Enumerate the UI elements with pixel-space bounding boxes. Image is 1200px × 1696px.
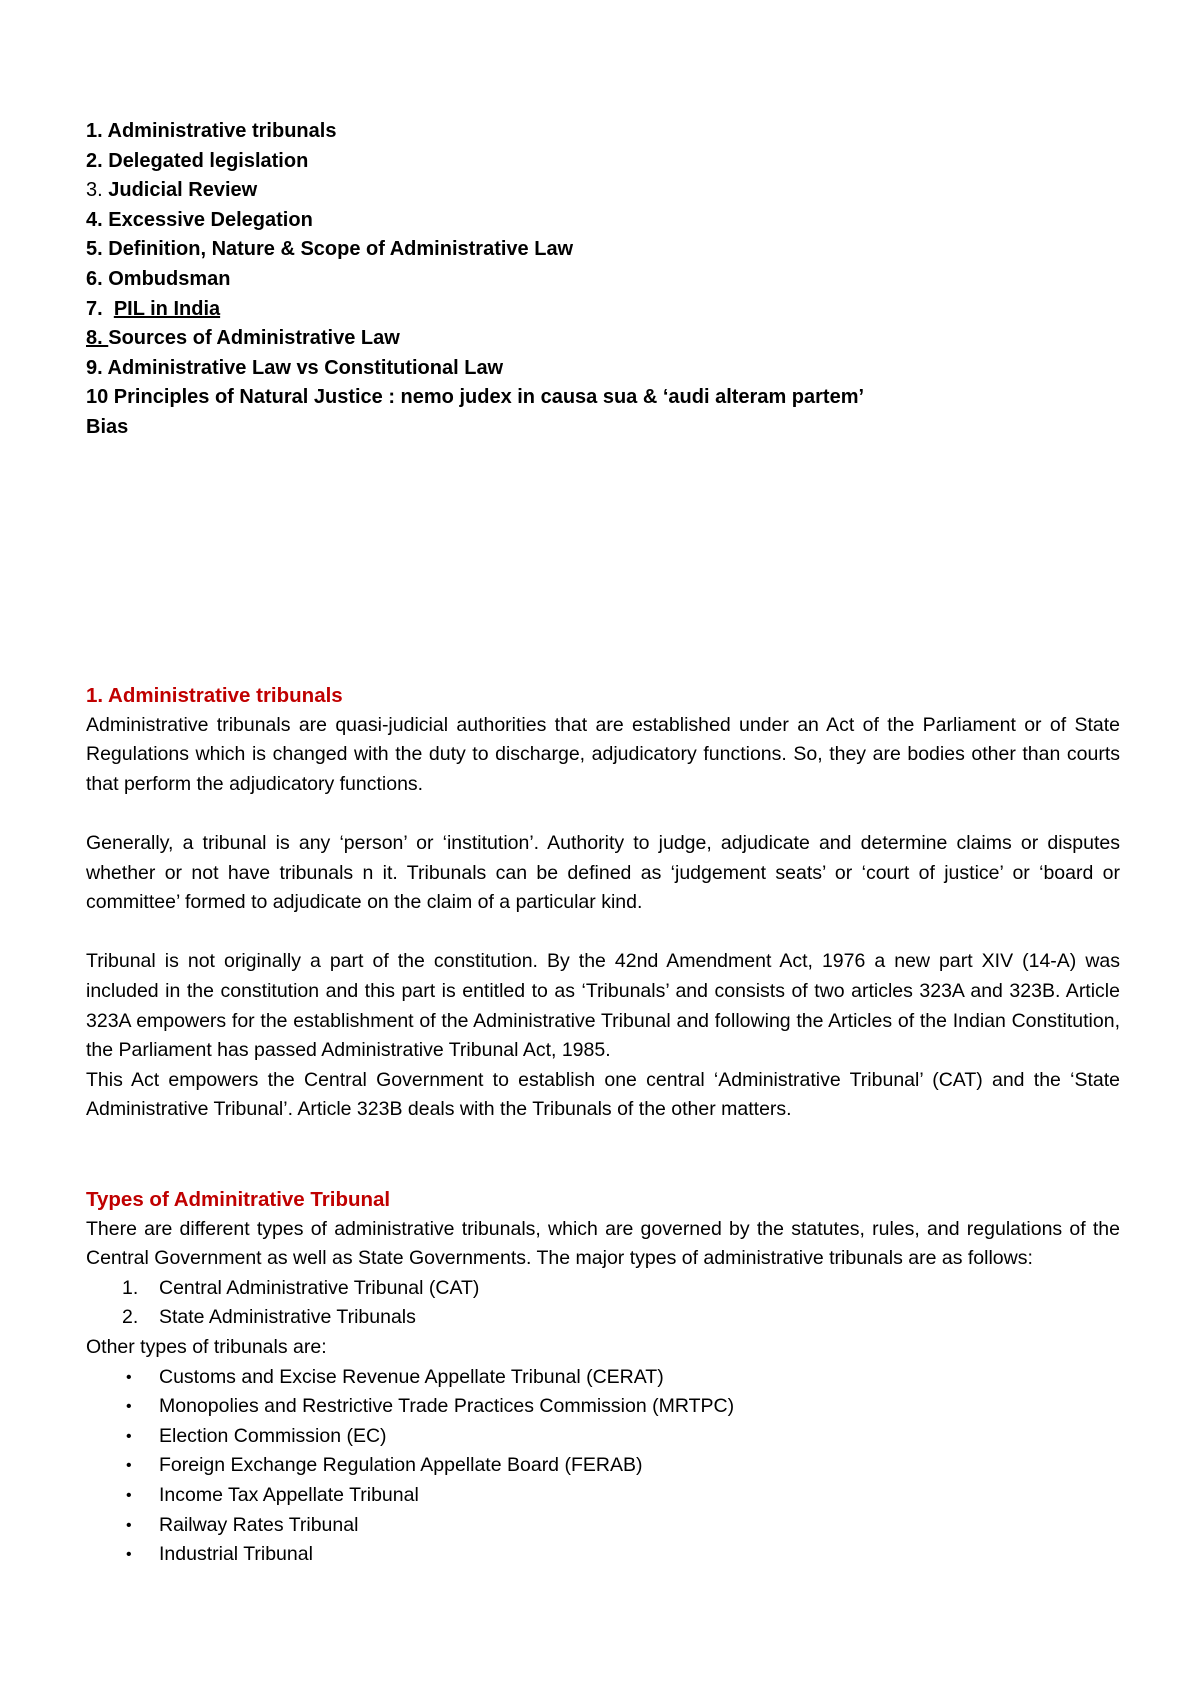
toc-item: 4. Excessive Delegation bbox=[86, 208, 313, 231]
list-item: • Foreign Exchange Regulation Appellate Board (FERAB) bbox=[86, 1451, 1120, 1481]
toc-item: 6. Ombudsman bbox=[86, 267, 231, 290]
numbered-list bbox=[86, 1274, 1120, 1333]
list-item: • Monopolies and Restrictive Trade Practices Commission (MRTPC) bbox=[86, 1392, 1120, 1422]
bullet-icon: • bbox=[126, 1398, 132, 1416]
list-item: • Customs and Excise Revenue Appellate Tribunal (CERAT) bbox=[86, 1363, 1120, 1393]
toc-item: 3. Judicial Review bbox=[86, 179, 258, 202]
paragraph: This Act empowers the Central Government to establish one central ‘Administrative Tribunal’ (CAT) and the ‘State Administrative Tribunal’. Article 323B deals with the Tribunals of the other matters. bbox=[86, 1068, 1120, 1121]
toc-item: Bias bbox=[86, 415, 129, 438]
section-heading: Types of Adminitrative Tribunal bbox=[86, 1188, 391, 1211]
bullet-list bbox=[86, 1363, 1120, 1570]
bullet-icon: • bbox=[126, 1368, 132, 1386]
list-item: • Election Commission (EC) bbox=[86, 1422, 1120, 1452]
bullet-icon: • bbox=[126, 1457, 132, 1475]
toc-item: 9. Administrative Law vs Constitutional Law bbox=[86, 356, 504, 379]
toc-link-pil[interactable]: PIL in India bbox=[113, 297, 221, 320]
bullet-icon: • bbox=[126, 1486, 132, 1504]
toc-item: 2. Delegated legislation bbox=[86, 149, 309, 172]
list-item: 1. Central Administrative Tribunal (CAT) bbox=[122, 1276, 480, 1299]
list-item: • Income Tax Appellate Tribunal bbox=[86, 1481, 1120, 1511]
toc-item: 5. Definition, Nature & Scope of Administrative Law bbox=[86, 238, 574, 261]
paragraph: Administrative tribunals are quasi-judicial authorities that are established under an Act of the Parliament or of State Regulations which is changed with the duty to discharge, adjudicatory functions. So, they are bodies other than courts that perform the adjudicatory functions. bbox=[86, 713, 1120, 795]
section-types-of-tribunals bbox=[86, 1185, 1120, 1570]
toc-item: 10 Principles of Natural Justice : nemo judex in causa sua & ‘audi alteram partem’ bbox=[86, 386, 865, 409]
list-item: • Railway Rates Tribunal bbox=[86, 1511, 1120, 1541]
section-heading: 1. Administrative tribunals bbox=[86, 684, 343, 707]
section-administrative-tribunals bbox=[86, 681, 1120, 1125]
list-item: 2. State Administrative Tribunals bbox=[122, 1306, 416, 1329]
paragraph: Tribunal is not originally a part of the constitution. By the 42nd Amendment Act, 1976 a new part XIV (14-A) was included in the constitution and this part is entitled to as ‘Tribunals’ and consists of two articles 323A and 323B. Article 323A empowers for the establishment of the Administrative Tribunal and following the Articles of the Indian Constitution, the Parliament has passed Administrative Tribunal Act, 1985. bbox=[86, 950, 1120, 1062]
bullet-icon: • bbox=[126, 1427, 132, 1445]
list-item: • Industrial Tribunal bbox=[86, 1540, 1120, 1570]
bullet-icon: • bbox=[126, 1516, 132, 1534]
bullet-icon: • bbox=[126, 1546, 132, 1564]
toc-item: 8. Sources of Administrative Law bbox=[86, 327, 400, 350]
toc-item: 7. PIL in India bbox=[86, 297, 221, 320]
toc-item: 1. Administrative tribunals bbox=[86, 120, 337, 142]
list-label: Other types of tribunals are: bbox=[86, 1335, 327, 1358]
paragraph: Generally, a tribunal is any ‘person’ or ‘institution’. Authority to judge, adjudicate and determine claims or disputes whether or not have tribunals n it. Tribunals can be defined as ‘judgement seats’ or ‘court of justice’ or ‘board or committee’ formed to adjudicate on the claim of a particular kind. bbox=[86, 831, 1120, 914]
paragraph: There are different types of administrative tribunals, which are governed by the statutes, rules, and regulations of the Central Government as well as State Governments. The major types of administrative tribunals are as follows: bbox=[86, 1217, 1120, 1270]
table-of-contents bbox=[86, 117, 1120, 443]
